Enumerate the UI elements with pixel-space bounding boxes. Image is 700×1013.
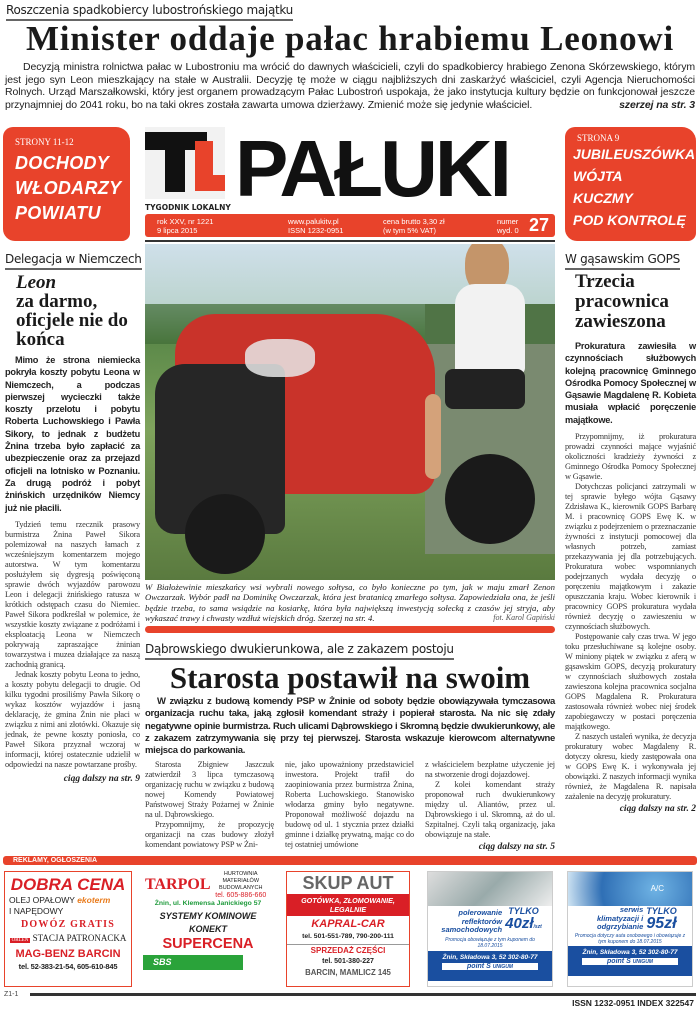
issue-number: 27 — [529, 215, 550, 235]
lower-section — [0, 244, 700, 1009]
ad-dobra-cena[interactable]: DOBRA CENA OLEJ OPAŁOWY ekoterm I NAPĘDOWY DOWÓZ GRATIS ORLEN STACJA PATRONACKA MAG-BENZ BARCIN tel. 52-383-21-54, 605-610-845 — [4, 871, 132, 987]
right-story-kicker: W gąsawskim GOPS — [565, 250, 696, 270]
left-story-more[interactable]: ciąg dalszy na str. 9 — [63, 773, 140, 784]
right-story — [555, 244, 700, 815]
center-col-3: z właścicielem bezpłatne użyczenie jej na stworzenie drogi dojazdowej. Z kolei komendant straży proponował ruch dwukierunkowy między ul. Aliantów, przez ul. Dąbrowskiego i ul. Skromną, aż do ul. Szpitalnej. Czyli taką organizację, jaka obowiązuje na stałe. ciąg dalszy na str. 5 — [425, 759, 555, 852]
masthead-info-bar: rok XXV, nr 1221 9 lipca 2015 www.palukitv.pl ISSN 1232-0951 cena brutto 3,30 zł (w tym 5% VAT) numer wyd. 0 27 — [145, 214, 555, 237]
right-story-headline: Trzecia pracownica zawieszona — [575, 271, 669, 332]
ad1-phone: tel. 52-383-21-54, 605-610-845 — [18, 961, 118, 971]
masthead-subtitle: TYGODNIK LOKALNY — [145, 203, 231, 212]
woman-shirt — [455, 284, 525, 374]
teaser-left-page: STRONY 11-12 — [15, 137, 74, 147]
left-story-body: Tydzień temu rzecznik prasowy burmistrza Żnina Paweł Sikora polemizował na naszych łamach z wcześniejszym komentarzem mojego autorstwa. W tym komentarzu posłużyłem się dygresją poświęconą sprawie dwóch wyjazdów parowozu Leon i delegacji żnińskiego ratusza w krótkich odstępach czasu do Niemiec. Paweł Sikora podkreślał w polemice, że wszystkie koszty związane z podróżami i eksploatacją Leona w Niemczech pokrywają zapraszające żninian towarzystwa i muzea działające za naszą zachodnią granicą. Jednak koszty pobytu Leona to jedno, a koszty pobytu delegacji to drugie. Od kilku tygodni prosiliśmy Pawła Sikorę o wykaz kosztów wyjazdów i jasną deklarację, że gmina Żnin nie płaci w związku z nimi ani złotówki. Okazuje się jednak, że pewne koszty poniosła, co Paweł Sikora przyznał wczoraj w informacji, której ostatecznie udzielił w odpowiedzi na nasze powtarzane prośby. — [5, 519, 140, 769]
right-story-body: Przypomnijmy, iż prokuratura prowadzi czynności mające wyjaśnić okoliczności kradzieży żywności z Gminnego Ośrodka Pomocy Społecznej w Gąsawie. Dotychczas policjanci zatrzymali w tej sprawie byłego wójta Gąsawy Zdzisława K., kierownik GOPS Barbarę M. i pracownicę GOPS Ewę K. w związku z podejrzeniem o przeznaczanie żywności z instytucji pomocowej dla własnych potrzeb, zamiast przekazywania jej dla potrzebujących. Prokuratura wobec wspomnianych podejrzanych wydała decyzję o poręczeniu majątkowym i zakazie opuszczania kraju. Wobec kierownik i pracownicy GOPS prokuratura wydała również decyzję o zawieszeniu w czynnościach służbowych. Postępowanie cały czas trwa. W jego toku przesłuchiwane są kolejne osoby. W miniony piątek w związku z aferą w gąsawskim GOPS, decyzją prokuratury w czynnościach służbowych została zawieszona kolejna pracownica socjalna GOPS Magdalena R. Prokuratura zastosowała również wobec niej środek zapobiegawczy w postaci poręczenia majątkowego. Z naszych ustaleń wynika, że decyzja prokuratury wobec Magdaleny R. dotyczy okresu, kiedy zastępowała ona w GOPS Ewę K. i wykonywała jej obowiązki. Z naszych informacji wynika również, że Magdalena R. napisała zażalenie na decyzję prokuratury. — [565, 432, 696, 802]
red-divider — [145, 626, 555, 633]
tl-logo — [145, 127, 225, 199]
masthead — [145, 124, 555, 239]
top-story-kicker: Roszczenia spadkobiercy lubostrońskiego majątku — [6, 1, 293, 21]
center-area — [145, 244, 555, 853]
photo-caption: W Białożewinie mieszkańcy wsi wybrali nowego sołtysa, co było konieczne po tym, jak w maju zmarł Zenon Owczarzak. Wybór padł na Dominikę Owczarzak, która jest bratanicą zmarłego sołtysa. Zapowiedziała ona, że jeśli będzie trzeba, to sama wsiądzie na kosiarkę, która była największą inwestycją sołecką z czasów jej stryja, aby wykaszać trawy i chwasty wzdłuż wiejskich dróg. Szerzej na str. 4. fot. Karol Gapiński — [145, 582, 555, 623]
right-story-lead: Prokuratura zawiesiła w czynnościach służbowych kolejną pracownicę Gminnego Ośrodka Pomocy Społecznej w Gąsawie Magdalenę R. Kobieta musiała wpłacić poręczenie majątkowe. — [565, 341, 696, 425]
teaser-left-title: DOCHODY WŁODARZY POWIATU — [15, 153, 122, 223]
center-columns — [145, 760, 555, 853]
center-story-kicker: Dąbrowskiego dwukierunkowa, ale z zakazem postoju — [145, 640, 555, 660]
teaser-left[interactable] — [3, 127, 130, 241]
left-story-lead: Mimo że strona niemiecka pokryła koszty pobytu Leona w Niemczech, a podczas pierwszej wycieczki także koszty przelotu i pobytu Roberta Luchowskiego i Pawła Sikory, to jednak z budżetu Żnina trzeba było zapłacić za ubezpieczenie oraz za przejazd oficjeli na lotnisko w Poznaniu. Za drugą podróż i pobyt żnińskich urzędników Niemcy już nie płacili. — [5, 355, 140, 513]
ad-klimatyzacja[interactable]: A/C serwis klimatyzacji i odgrzybianie TYLKO 95zł Promocja dotyczy auta osobowego i obowiązuje z tym kuponem do 18.07.2015 Żnin, Składowa 3, 52 302-80-77 point S UNIGUM — [567, 871, 693, 987]
issn-index: ISSN 1232-0951 INDEX 322547 — [572, 997, 694, 1008]
right-story-more[interactable]: ciąg dalszy na str. 2 — [619, 804, 696, 815]
center-story-more[interactable]: ciąg dalszy na str. 5 — [478, 841, 555, 852]
left-story-headline: Leon za darmo, oficjele nie do końca — [16, 272, 128, 350]
center-story-lead: W związku z budową komendy PSP w Żninie od soboty będzie obowiązywała tymczasowa organizacja ruchu taka, jaką zgłosił komendant straży i popierał starosta. Na nic się zdały negatywne opinie burmistrza. Ruch ulicami Dąbrowskiego i Skromną będzie dwukierunkowy, ale z zakazem zatrzymywania się przy tej pierwszej. Starosta wskazuje kierowcom alternatywne miejsca do parkowania. — [145, 696, 555, 757]
page-code: Z1-1 — [4, 990, 19, 998]
ad-tarpol[interactable]: TARPOL HURTOWNIA MATERIAŁÓW BUDOWLANYCH tel. 605-886-660 Żnin, ul. Klemensa Janickiego 57 SYSTEMY KOMINOWE KONEKT SUPERCENA SBS — [143, 871, 273, 987]
teaser-right[interactable] — [565, 127, 696, 241]
masthead-title: PAŁUKI — [235, 124, 509, 213]
center-col-1: Starosta Zbigniew Jaszczuk zatwierdził 3 lipca tymczasową organizację ruchu w związku z budową nowej Komendy Powiatowej Państwowej Straży Pożarnej w Żninie na ul. Dąbrowskiego. Przypomnijmy, że propozycję organizacji na czas budowy złożył komendant powiatowy PSP w Żni- — [145, 759, 274, 849]
left-story — [0, 244, 145, 785]
photo-credit: fot. Karol Gapiński — [493, 612, 555, 622]
teaser-right-title: JUBILEUSZÓWKA WÓJTA KUCZMY POD KONTROLĘ — [573, 146, 696, 228]
footer — [0, 991, 700, 1009]
top-story-lead — [5, 61, 695, 111]
ads-section-label: REKLAMY, OGŁOSZENIA — [3, 856, 697, 865]
top-story-lead-text: Decyzją ministra rolnictwa pałac w Lubostroniu ma wrócić do dawnych właścicieli, czyli do spadkobiercy hrabiego Zenona Skórzewskiego, którym jest jego syn Leon mieszkający na stałe w Australii. Decyzję tę może w ciągu najbliższych dni zaskarżyć właściciel, czyli Agencja Nieruchomości Rolnych. Urząd Marszałkowski, który jest organem prowadzącym Pałac Lubostroń uspokaja, że jako instytucja kultury będzie on funkcjonował jeszcze przynajmniej do 2041 roku, bo na taki okres została zawarta umowa dzierżawy. Zmienić może się jedynie właściciel. — [5, 61, 695, 111]
top-story-more[interactable]: szerzej na str. 3 — [619, 98, 695, 111]
center-col-2: nie, jako upoważniony przedstawiciel inwestora. Projekt trafił do zaopiniowania przez burmistrza Żnina, Roberta Luchowskiego. Stanowisko włodarza gminy było negatywne. Proponował możliwość dojazdu na budowę od ul. 1 stycznia przez działki gminne i działkę prywatną, mając co do tej ostatniej umówione — [285, 759, 414, 849]
ad-reflektory[interactable]: polerowanie reflektorów samochodowych TYLKO 40zł/szt Promocja obowiązuje z tym kuponem do 18.07.2015 Żnin, Składowa 3, 52 302-80-77 point S UNIGUM — [427, 871, 553, 987]
left-story-kicker: Delegacja w Niemczech — [5, 250, 140, 270]
teaser-right-page: STRONA 9 — [577, 133, 620, 143]
photo-mower — [145, 244, 555, 580]
ad-skup-aut[interactable]: SKUP AUT GOTÓWKA, ZŁOMOWANIE, LEGALNIE KAPRAL-CAR tel. 501-551-789, 790-200-111 SPRZEDAŻ CZĘŚCI tel. 501-380-227 BARCIN, MAMLICZ 145 — [286, 871, 410, 987]
rule — [145, 240, 555, 242]
center-story-headline: Starosta postawił na swoim — [169, 660, 531, 696]
ads-row — [0, 871, 700, 987]
top-story-headline: Minister oddaje pałac hrabiemu Leonowi — [25, 19, 675, 58]
footer-rule — [30, 993, 696, 996]
